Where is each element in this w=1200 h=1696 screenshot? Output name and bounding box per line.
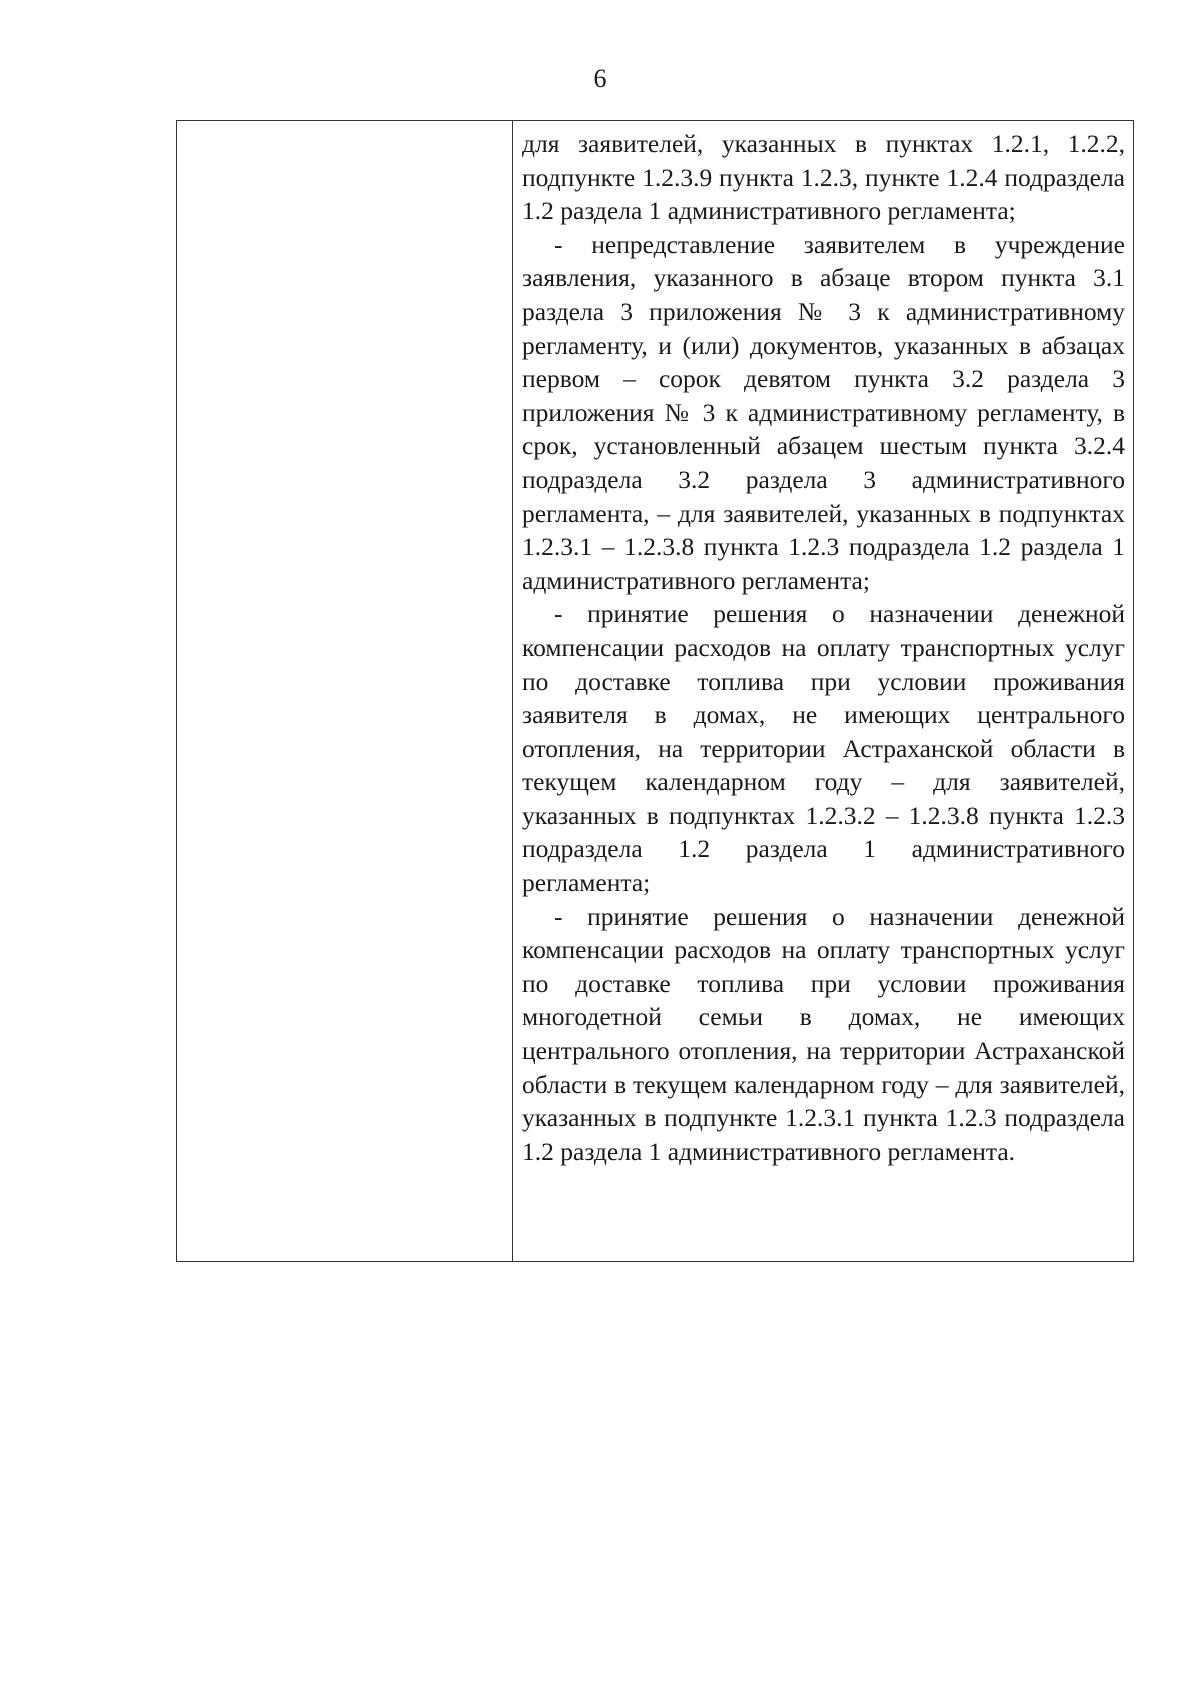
- document-table: [176, 120, 1134, 1262]
- paragraph-decision-applicant: - принятие решения о назначении денежной компенсации расходов на оплату транспортных услуг по доставке топлива при условии проживания заявителя в домах, не имеющих центрального отопления, на территории Астраханской области в текущем календарном году – для заявителей, указанных в подпунктах 1.2.3.2 – 1.2.3.8 пункта 1.2.3 подраздела 1.2 раздела 1 административного регламента;: [522, 599, 1125, 898]
- paragraph-continuation: для заявителей, указанных в пунктах 1.2.1, 1.2.2, подпункте 1.2.3.9 пункта 1.2.3, пункте 1.2.4 подраздела 1.2 раздела 1 административного регламента;: [522, 129, 1125, 226]
- page-number: 6: [593, 64, 607, 93]
- table-left-cell: [177, 121, 513, 1261]
- table-right-cell: [513, 121, 1133, 1261]
- paragraph-nonsubmission: - непредставление заявителем в учреждение заявления, указанного в абзаце втором пункта 3.1 раздела 3 приложения № 3 к административному регламенту, и (или) документов, указанных в абзацах первом – сорок девятом пункта 3.2 раздела 3 приложения № 3 к административному регламенту, в срок, установленный абзацем шестым пункта 3.2.4 подраздела 3.2 раздела 3 административного регламента, – для заявителей, указанных в подпунктах 1.2.3.1 – 1.2.3.8 пункта 1.2.3 подраздела 1.2 раздела 1 административного регламента;: [522, 229, 1125, 595]
- paragraph-decision-large-family: - принятие решения о назначении денежной компенсации расходов на оплату транспортных услуг по доставке топлива при условии проживания многодетной семьи в домах, не имеющих центрального отопления, на территории Астраханской области в текущем календарном году – для заявителей, указанных в подпункте 1.2.3.1 пункта 1.2.3 подраздела 1.2 раздела 1 административного регламента.: [522, 901, 1125, 1166]
